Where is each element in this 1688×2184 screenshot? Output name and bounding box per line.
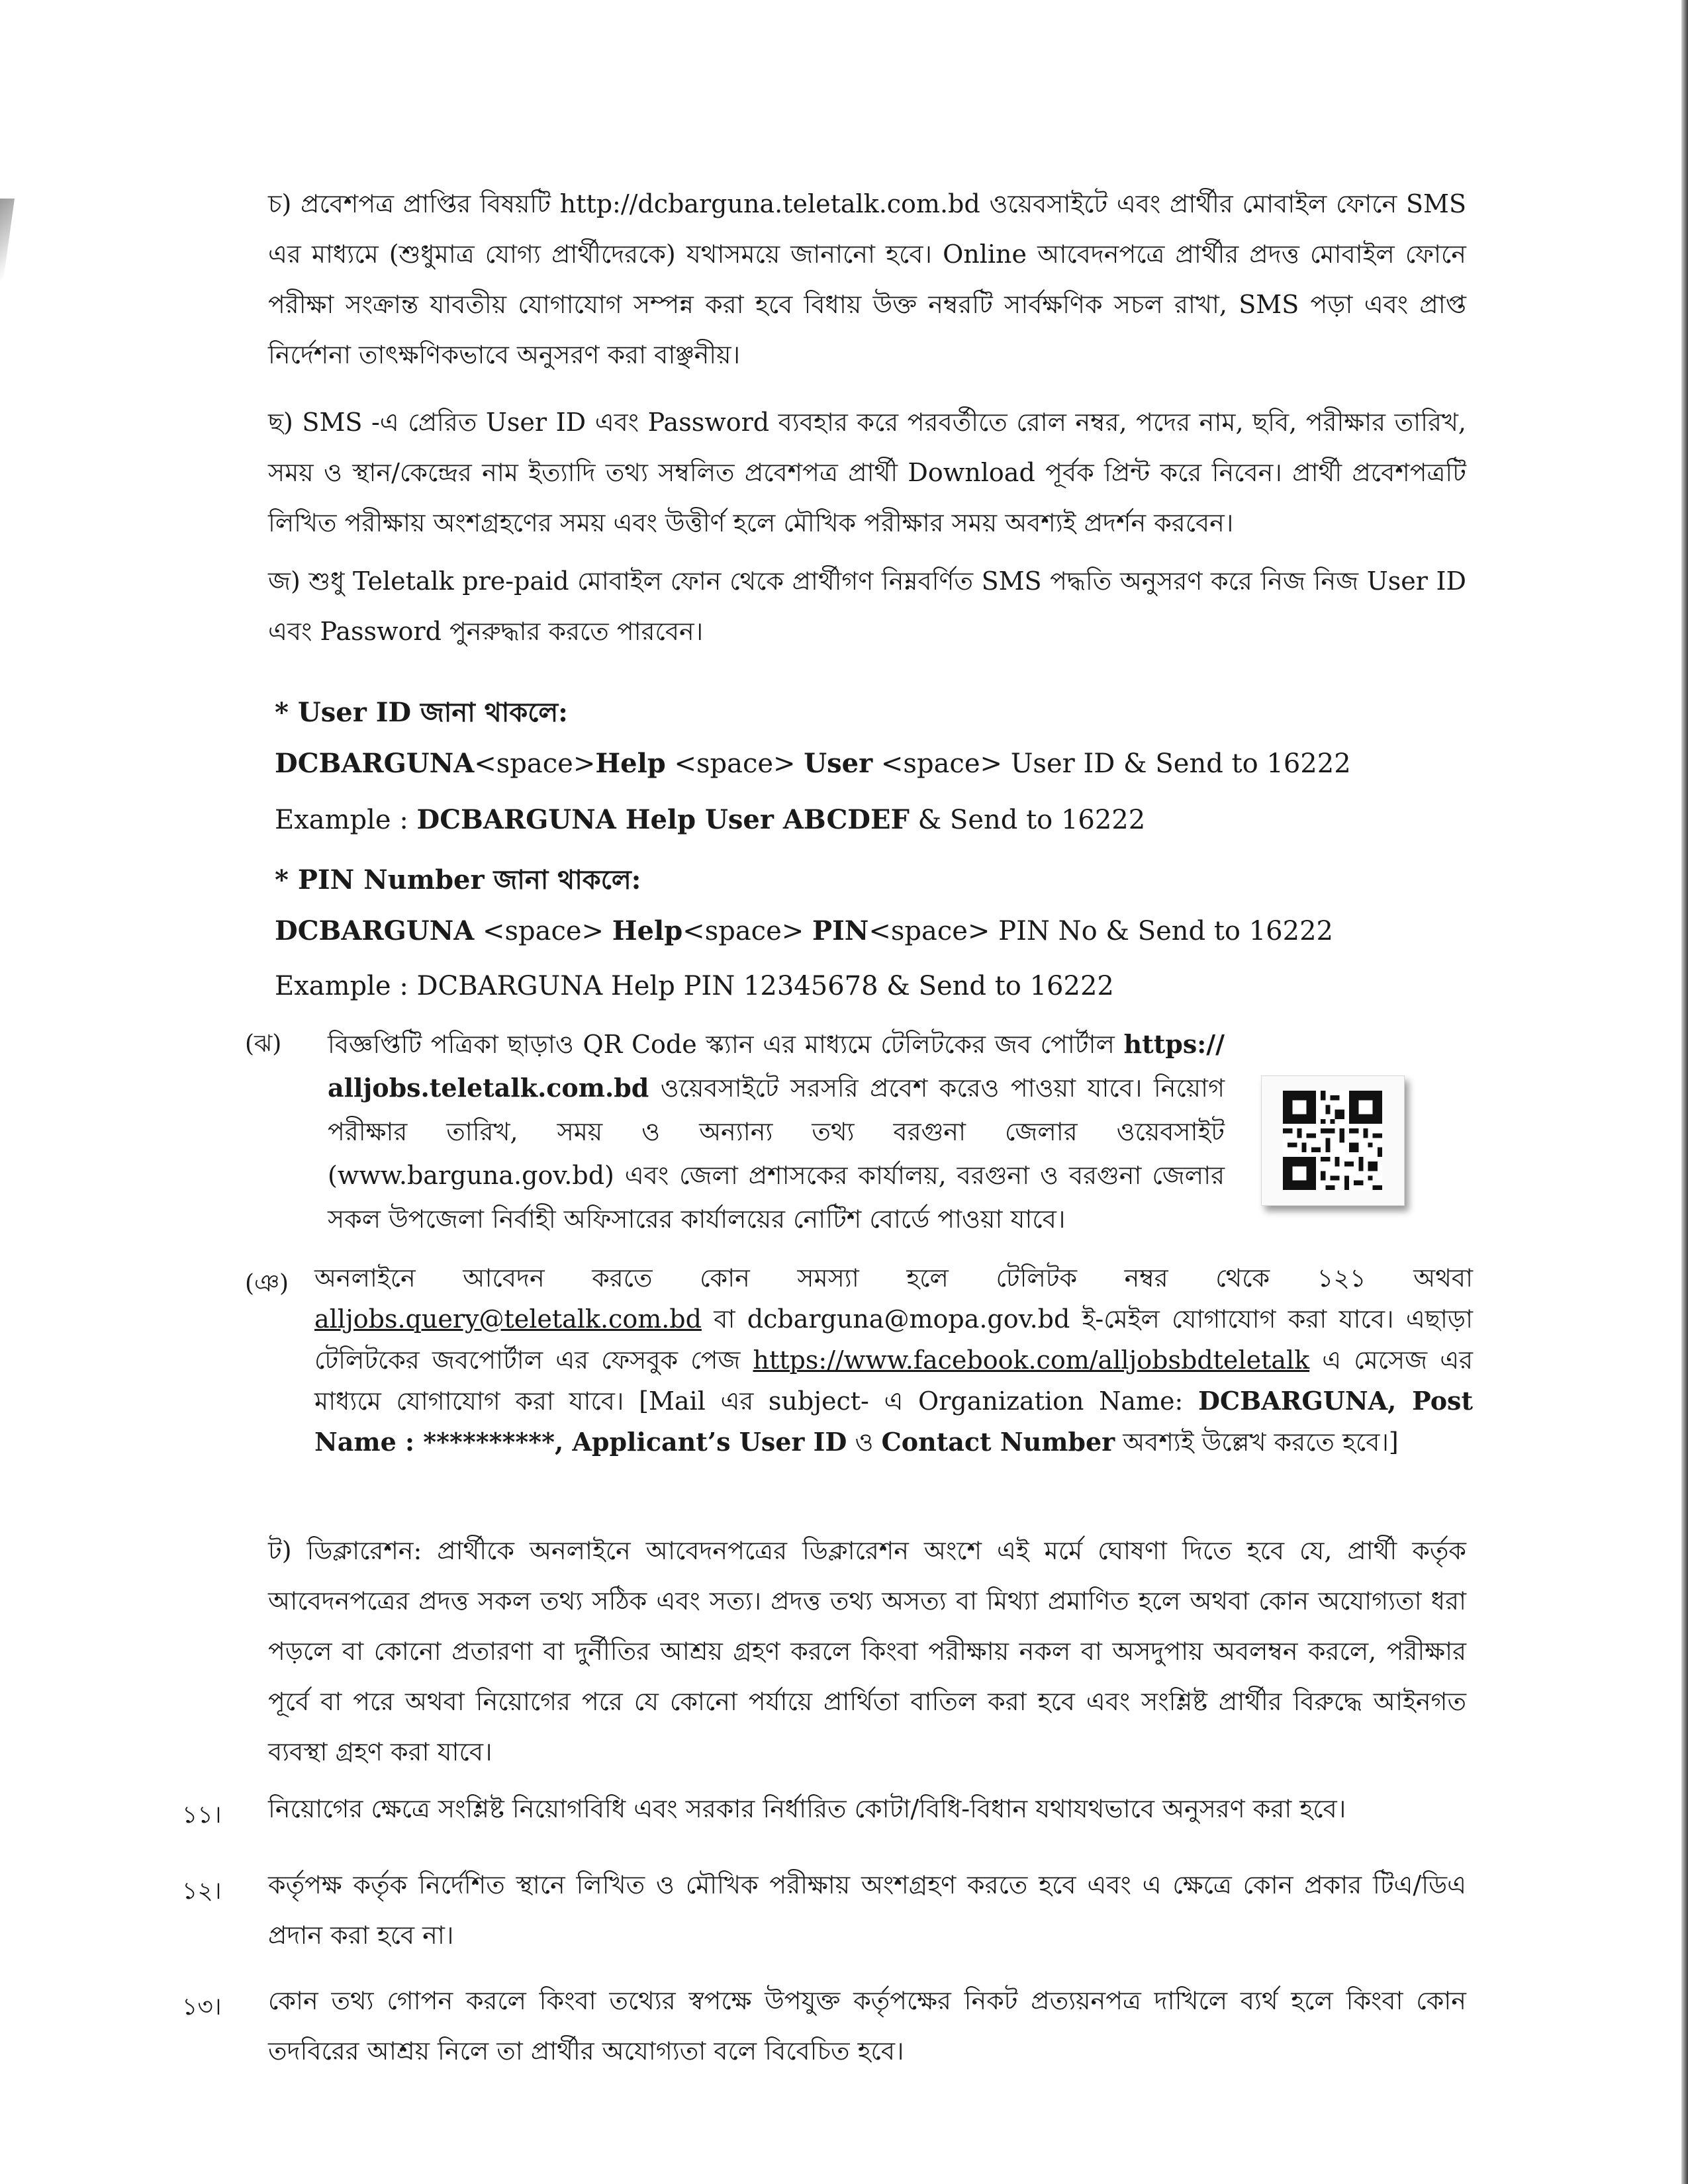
item-exam-attendance: কর্তৃপক্ষ কর্তৃক নির্দেশিত স্থানে লিখিত ও মৌখিক পরীক্ষায় অংশগ্রহণ করতে হবে এবং এ ক্ষেত্রে কোন প্রকার টিএ/ডিএ প্রদান করা হবে না।	[268, 1870, 1466, 1950]
support-email-link[interactable]: alljobs.query@teletalk.com.bd	[314, 1304, 702, 1334]
para-admit-card-notice: চ) প্রবেশপত্র প্রাপ্তির বিষয়টি http://dcbarguna.teletalk.com.bd ওয়েবসাইটে এবং প্রার্থীর মোবাইল ফোনে SMS এর মাধ্যমে (শুধুমাত্র যোগ্য প্রার্থীদেরকে) যথাসময়ে জানানো হবে। Online আবেদনপত্রে প্রার্থীর প্রদত্ত মোবাইল ফোনে পরীক্ষা সংক্রান্ত যাবতীয় যোগাযোগ সম্পন্ন করা হবে বিধায় উক্ত নম্বরটি সার্বক্ষণিক সচল রাখা, SMS পড়া এবং প্রাপ্ত নির্দেশনা তাৎক্ষণিকভাবে অনুসরণ করা বাঞ্ছনীয়।	[268, 189, 1466, 369]
item-number: ১৩।	[182, 1993, 222, 2021]
support-text-and: ও	[847, 1428, 882, 1457]
sms-space-token: <space>	[682, 916, 812, 946]
item-disqualification: কোন তথ্য গোপন করলে কিংবা তথ্যের স্বপক্ষে উপযুক্ত কর্তৃপক্ষের নিকট প্রত্যয়নপত্র দাখিলে ব্যর্থ হলে কিংবা কোন তদবিরের আশ্রয় নিলে তা প্রার্থীর অযোগ্যতা বলে বিবেচিত হবে।	[268, 1986, 1466, 2066]
sms-space-token: <space>	[665, 749, 804, 779]
sms-pin-keyword: PIN	[812, 915, 869, 946]
para-qr-code-info	[328, 1023, 1225, 1241]
example-command: DCBARGUNA Help User ABCDEF	[416, 804, 910, 835]
support-text-cont: বা dcbarguna@mopa.gov.bd ই-মেইল যোগাযোগ করা যাবে। এছাড়া টেলিটকের জবপোর্টাল এর ফেসবুক পেজ	[314, 1304, 1473, 1375]
para-recovery-instructions: জ) শুধু Teletalk pre-paid মোবাইল ফোন থেকে প্রার্থীগণ নিম্নবর্ণিত SMS পদ্ধতি অনুসরণ করে নিজ নিজ User ID এবং Password পুনরুদ্ধার করতে পারবেন।	[268, 567, 1466, 646]
item-quota-rules: নিয়োগের ক্ষেত্রে সংশ্লিষ্ট নিয়োগবিধি এবং সরকার নির্ধারিত কোটা/বিধি-বিধান যথাযথভাবে অনুসরণ করা হবে।	[268, 1794, 1346, 1823]
para-qr-text-cont: ওয়েবসাইটে সরসরি প্রবেশ করেও পাওয়া যাবে। নিয়োগ পরীক্ষার তারিখ, সময় ও অন্যান্য তথ্য বরগুনা জেলার ওয়েবসাইট (www.barguna.gov.bd) এবং জেলা প্রশাসকের কার্যালয়, বরগুনা ও বরগুনা জেলার সকল উপজেলা নির্বাহী অফিসারের কার্যালয়ের নোটিশ বোর্ডে পাওয়া যাবে।	[328, 1073, 1225, 1234]
para-jha-label: (ঝ)	[245, 1030, 282, 1058]
sms-keyword: DCBARGUNA	[275, 915, 475, 946]
mail-subject-fields: DCBARGUNA, Post Name : **********, Applicant’s User ID	[314, 1386, 1474, 1457]
sms-tail: PIN No & Send to 16222	[998, 916, 1333, 946]
userid-heading: * User ID জানা থাকলে:	[275, 697, 568, 728]
pin-sms-example: Example : DCBARGUNA Help PIN 12345678 & Send to 16222	[275, 971, 1114, 1001]
sms-tail: User ID & Send to 16222	[1010, 749, 1351, 779]
qr-code-card[interactable]	[1261, 1075, 1405, 1206]
qr-code-icon	[1283, 1091, 1382, 1190]
para-nya-label: (ঞ)	[245, 1270, 289, 1297]
sms-space-token: <space>	[872, 749, 1011, 779]
sms-space-token: <space>	[474, 749, 596, 779]
support-text: অনলাইনে আবেদন করতে কোন সমস্যা হলে টেলিটক নম্বর থেকে ১২১ অথবা	[314, 1263, 1473, 1293]
example-tail: & Send to 16222	[909, 805, 1146, 835]
para-qr-text: বিজ্ঞপ্তিটি পত্রিকা ছাড়াও QR Code স্ক্যান এর মাধ্যমে টেলিটকের জব পোর্টাল	[328, 1030, 1124, 1059]
pin-sms-format	[275, 915, 1333, 946]
sms-space-token: <space>	[474, 916, 612, 946]
para-online-support	[314, 1257, 1473, 1463]
pin-heading: * PIN Number জানা থাকলে:	[275, 864, 641, 895]
sms-space-token: <space>	[868, 916, 999, 946]
userid-sms-format	[275, 748, 1351, 779]
page-corner-fold	[0, 199, 15, 304]
sms-help-keyword: Help	[595, 748, 666, 779]
sms-user-keyword: User	[804, 748, 873, 779]
sms-keyword: DCBARGUNA	[275, 748, 475, 779]
page-edge-shadow	[1681, 0, 1688, 2184]
support-text-mail: এ মেসেজ এর মাধ্যমে যোগাযোগ করা যাবে। [Mail এর subject- এ Organization Name:	[314, 1345, 1474, 1416]
alljobs-link[interactable]: https:// alljobs.teletalk.com.bd	[328, 1029, 1225, 1103]
userid-sms-example	[275, 804, 1145, 835]
para-sms-userid-password: ছ) SMS -এ প্রেরিত User ID এবং Password ব্যবহার করে পরবর্তীতে রোল নম্বর, পদের নাম, ছবি, পরীক্ষার তারিখ, সময় ও স্থান/কেন্দ্রের নাম ইত্যাদি তথ্য সম্বলিত প্রবেশপত্র প্রার্থী Download পূর্বক প্রিন্ট করে নিবেন। প্রার্থী প্রবেশপত্রটি লিখিত পরীক্ষায় অংশগ্রহণের সময় এবং উত্তীর্ণ হলে মৌখিক পরীক্ষার সময় অবশ্যই প্রদর্শন করবেন।	[268, 408, 1466, 537]
sms-help-keyword: Help	[612, 915, 683, 946]
facebook-link[interactable]: https://www.facebook.com/alljobsbdteletalk	[753, 1345, 1310, 1375]
support-text-end: অবশ্যই উল্লেখ করতে হবে।]	[1115, 1428, 1399, 1457]
mail-contact-field: Contact Number	[881, 1427, 1115, 1457]
para-declaration: ট) ডিক্লারেশন: প্রার্থীকে অনলাইনে আবেদনপত্রের ডিক্লারেশন অংশে এই মর্মে ঘোষণা দিতে হবে যে, প্রার্থী কর্তৃক আবেদনপত্রের প্রদত্ত সকল তথ্য সঠিক এবং সত্য। প্রদত্ত তথ্য অসত্য বা মিথ্যা প্রমাণিত হলে অথবা কোন অযোগ্যতা ধরা পড়লে বা কোনো প্রতারণা বা দুর্নীতির আশ্রয় গ্রহণ করলে কিংবা পরীক্ষায় নকল বা অসদুপায় অবলম্বন করলে, পরীক্ষার পূর্বে বা পরে অথবা নিয়োগের পরে যে কোনো পর্যায়ে প্রার্থিতা বাতিল করা হবে এবং সংশ্লিষ্ট প্রার্থীর বিরুদ্ধে আইনগত ব্যবস্থা গ্রহণ করা যাবে।	[268, 1536, 1466, 1766]
item-number: ১২।	[182, 1878, 222, 1905]
item-number: ১১।	[182, 1801, 222, 1829]
example-prefix: Example :	[275, 805, 417, 835]
